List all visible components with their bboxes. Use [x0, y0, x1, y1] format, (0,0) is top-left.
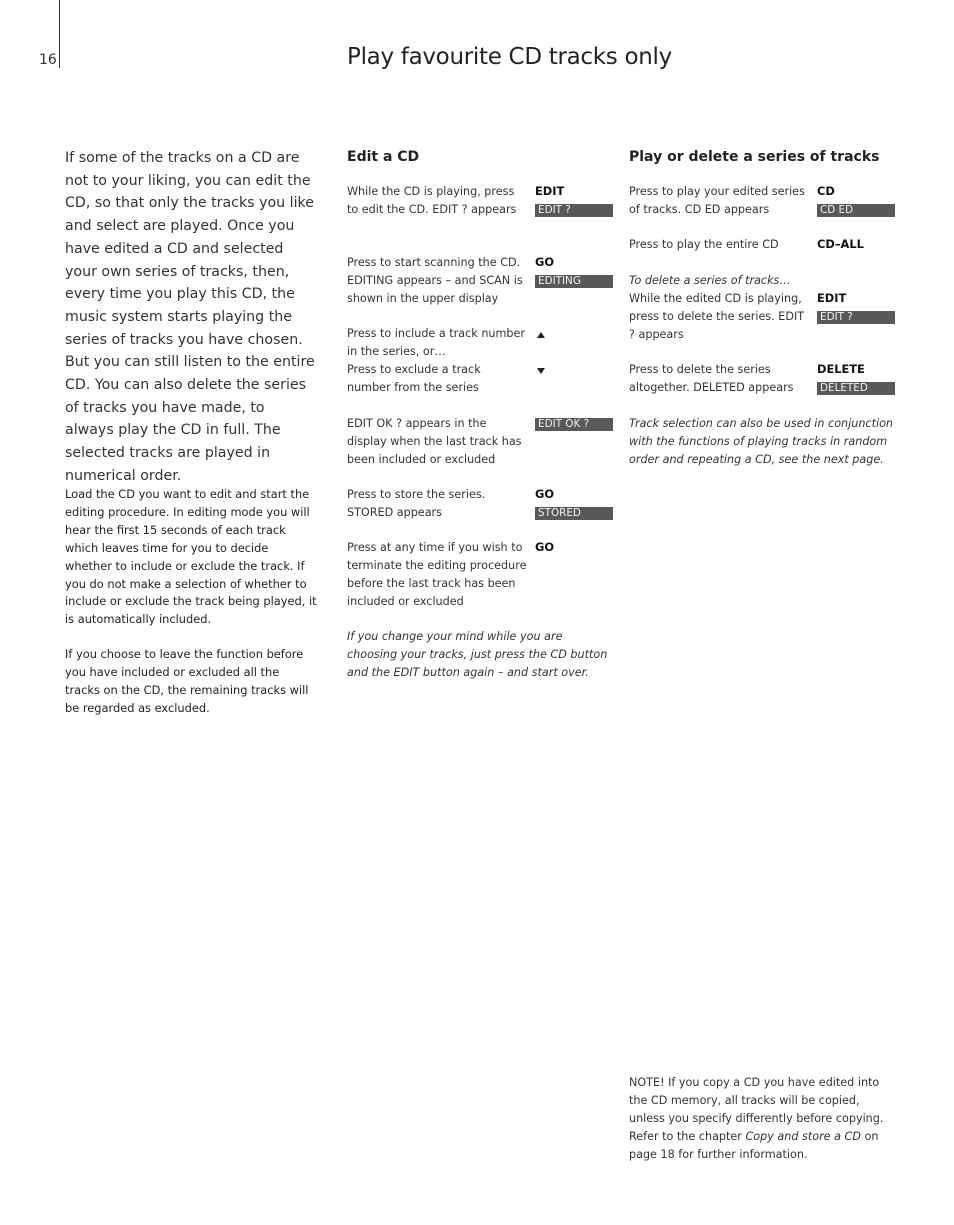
body-paragraph-1: Load the CD you want to edit and start the editing procedure. In editing mode you will hear the first 15 seconds of each track which leaves time for you to decide whether to include or exclude the track. If you do not make a selection of whether to include or exclude the track being played, it is automatically included.	[65, 487, 317, 627]
page-title: Play favourite CD tracks only	[347, 44, 672, 70]
arrow-up-icon	[537, 332, 545, 338]
arrow-down-icon	[537, 368, 545, 374]
edit-step-2-text: Press to start scanning the CD. EDITING appears – and SCAN is shown in the upper display	[347, 256, 523, 305]
play-step-3-text: While the edited CD is playing, press to delete the series. EDIT ? appears	[629, 292, 805, 341]
play-step-4-key: DELETE	[817, 362, 865, 376]
play-step-2-key: CD–ALL	[817, 237, 864, 251]
play-step-4-display: DELETED	[817, 382, 895, 395]
edit-cd-heading: Edit a CD	[347, 149, 420, 165]
edit-step-1-key: EDIT	[535, 184, 565, 198]
edit-step-5-display: EDIT OK ?	[535, 418, 613, 431]
play-step-4-text: Press to delete the series altogether. DELETED appears	[629, 363, 794, 394]
play-step-2-text: Press to play the entire CD	[629, 238, 779, 251]
edit-step-6-text: Press to store the series. STORED appears	[347, 488, 486, 519]
play-step-1-display: CD ED	[817, 204, 895, 217]
edit-step-6-key: GO	[535, 487, 555, 501]
edit-step-2-display: EDITING	[535, 275, 613, 288]
margin-rule	[59, 0, 60, 68]
edit-step-5-text: EDIT OK ? appears in the display when the last track has been included or excluded	[347, 417, 522, 466]
footnote-after: on page 18 for further information.	[629, 1129, 879, 1161]
body-paragraph-2: If you choose to leave the function before you have included or excluded all the tracks on the CD, the remaining tracks will be regarded as excluded.	[65, 647, 309, 715]
footnote-chapter-ref: Copy and store a CD	[745, 1129, 861, 1143]
edit-step-6-display: STORED	[535, 507, 613, 520]
page-number: 16	[39, 52, 57, 68]
edit-step-7-key: GO	[535, 540, 555, 554]
edit-step-1-text: While the CD is playing, press to edit the CD. EDIT ? appears	[347, 185, 517, 216]
edit-step-4-text: Press to exclude a track number from the series	[347, 363, 481, 394]
edit-step-1-display: EDIT ?	[535, 204, 613, 217]
footnote-before: NOTE! If you copy a CD you have edited into the CD memory, all tracks will be copied, unless you specify differently before copying. Refer to the chapter	[629, 1076, 884, 1143]
intro-paragraph: If some of the tracks on a CD are not to your liking, you can edit the CD, so that only the tracks you like and select are played. Once you have edited a CD and selected your own series of tracks, then, every time you play this CD, the music system starts playing the series of tracks you have chosen. But you can still listen to the entire CD. You can also delete the series of tracks you have made, to always play the CD in full. The selected tracks are played in numerical order.	[65, 150, 315, 484]
edit-step-3-text: Press to include a track number in the series, or…	[347, 327, 525, 358]
play-delete-note: Track selection can also be used in conjunction with the functions of playing tracks in random order and repeating a CD, see the next page.	[629, 417, 894, 466]
play-step-1-key: CD	[817, 184, 835, 198]
edit-cd-note: If you change your mind while you are choosing your tracks, just press the CD button and the EDIT button again – and start over.	[347, 630, 608, 679]
footnote	[629, 1074, 894, 1164]
play-step-3-display: EDIT ?	[817, 311, 895, 324]
play-step-3-key: EDIT	[817, 291, 847, 305]
edit-step-7-text: Press at any time if you wish to terminate the editing procedure before the last track has been included or excluded	[347, 541, 527, 608]
edit-step-2-key: GO	[535, 255, 555, 269]
play-delete-heading: Play or delete a series of tracks	[629, 149, 880, 165]
delete-subheading: To delete a series of tracks…	[629, 274, 791, 287]
play-step-1-text: Press to play your edited series of tracks. CD ED appears	[629, 185, 805, 216]
